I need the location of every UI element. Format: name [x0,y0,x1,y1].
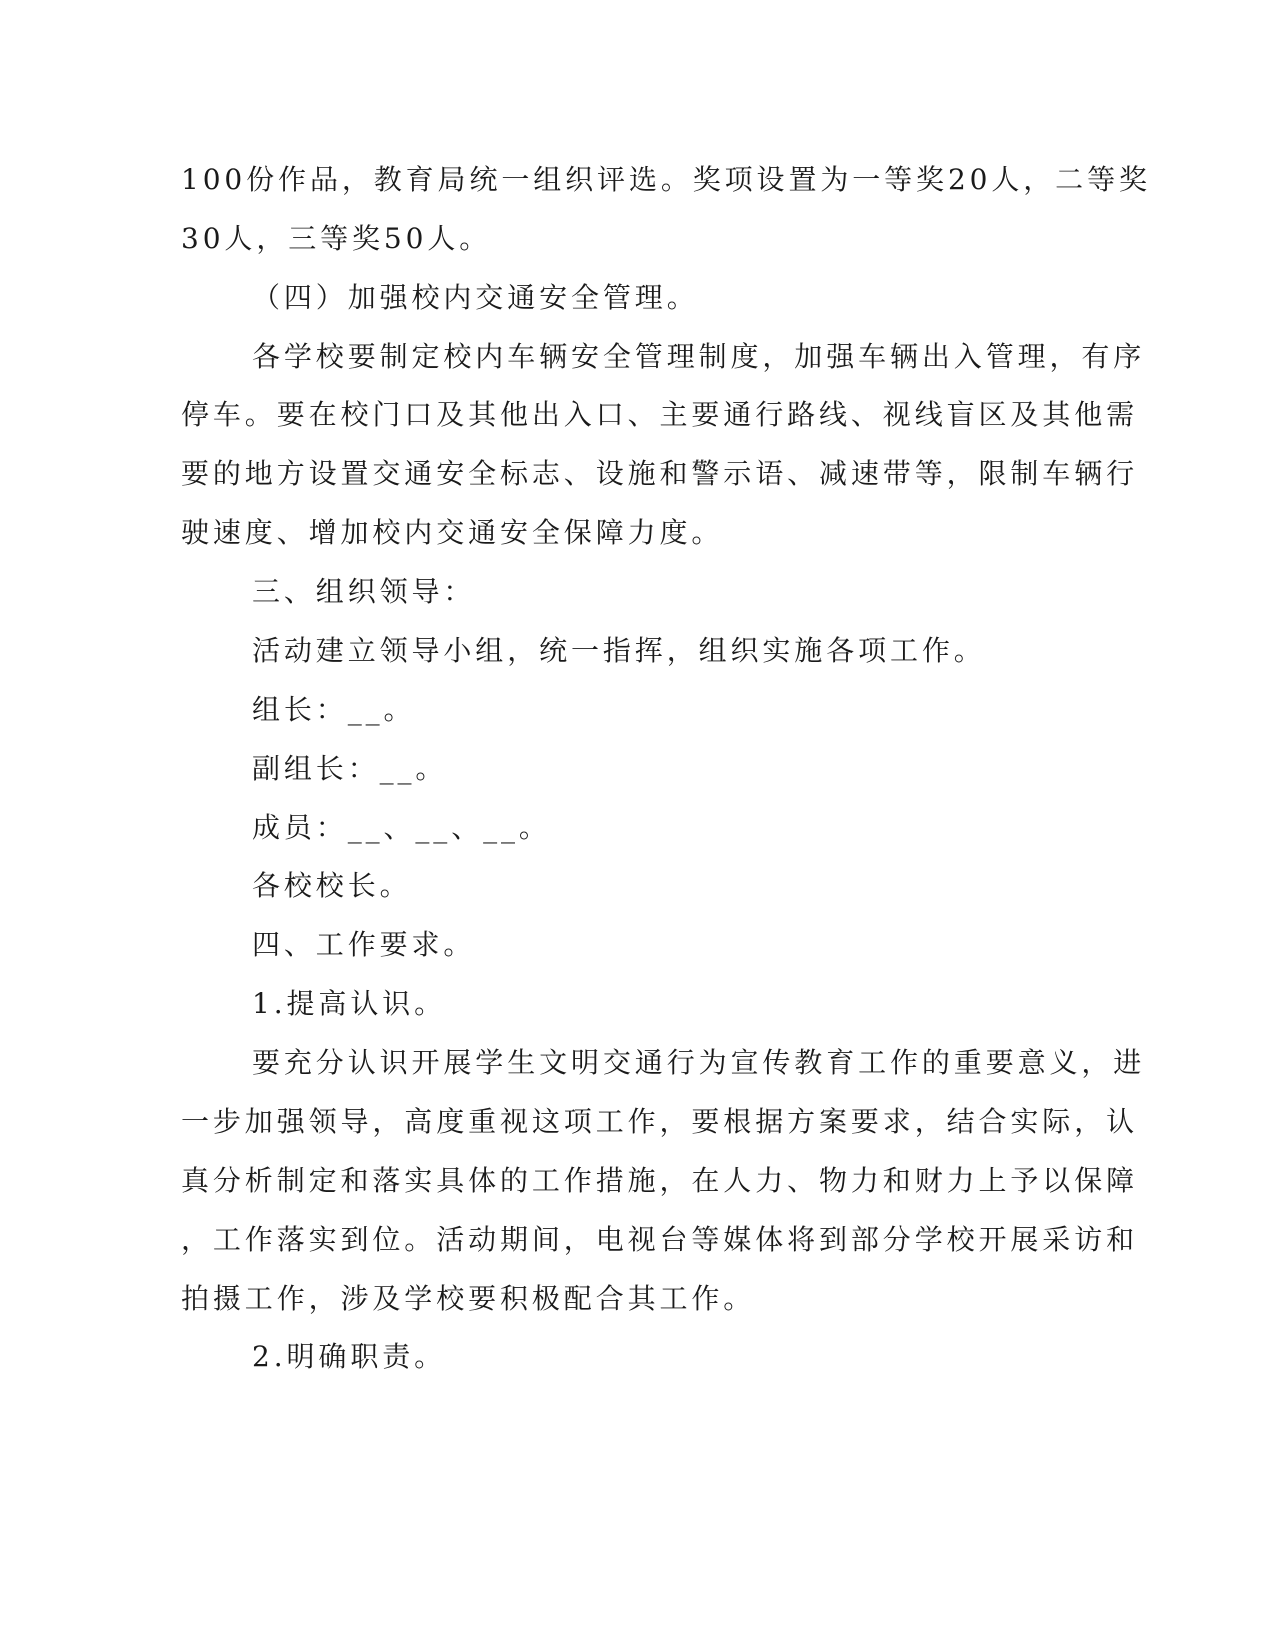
principals-line: 各校校长。 [252,869,412,902]
text-line-17: 一步加强领导，高度重视这项工作，要根据方案要求，结合实际，认 [181,1105,1139,1138]
text-line-6: 要的地方设置交通安全标志、设施和警示语、减速带等，限制车辆行 [181,457,1139,490]
text-line-18: 真分析制定和落实具体的工作措施，在人力、物力和财力上予以保障 [181,1164,1139,1197]
text-line-20: 拍摄工作，涉及学校要积极配合其工作。 [181,1282,756,1315]
text-line-4: 各学校要制定校内车辆安全管理制度，加强车辆出入管理，有序 [252,340,1146,373]
text-line-5: 停车。要在校门口及其他出入口、主要通行路线、视线盲区及其他需 [181,398,1139,431]
section-heading-4: （四）加强校内交通安全管理。 [252,281,699,314]
text-line-16: 要充分认识开展学生文明交通行为宣传教育工作的重要意义，进 [252,1046,1146,1079]
section-heading-requirements: 四、工作要求。 [252,928,476,961]
text-line-1: 100份作品，教育局统一组织评选。奖项设置为一等奖20人，二等奖 [181,163,1151,196]
deputy-leader-line: 副组长：__。 [252,752,448,785]
text-line-19: ，工作落实到位。活动期间，电视台等媒体将到部分学校开展采访和 [181,1223,1139,1256]
subheading-2: 2.明确职责。 [252,1340,447,1373]
text-line-9: 活动建立领导小组，统一指挥，组织实施各项工作。 [252,634,986,667]
group-leader-line: 组长：__。 [252,693,416,726]
text-line-2: 30人，三等奖50人。 [181,222,492,255]
text-line-7: 驶速度、增加校内交通安全保障力度。 [181,516,724,549]
section-heading-organization: 三、组织领导： [252,575,476,608]
members-line: 成员：__、__、__。 [252,811,551,844]
subheading-1: 1.提高认识。 [252,987,447,1020]
